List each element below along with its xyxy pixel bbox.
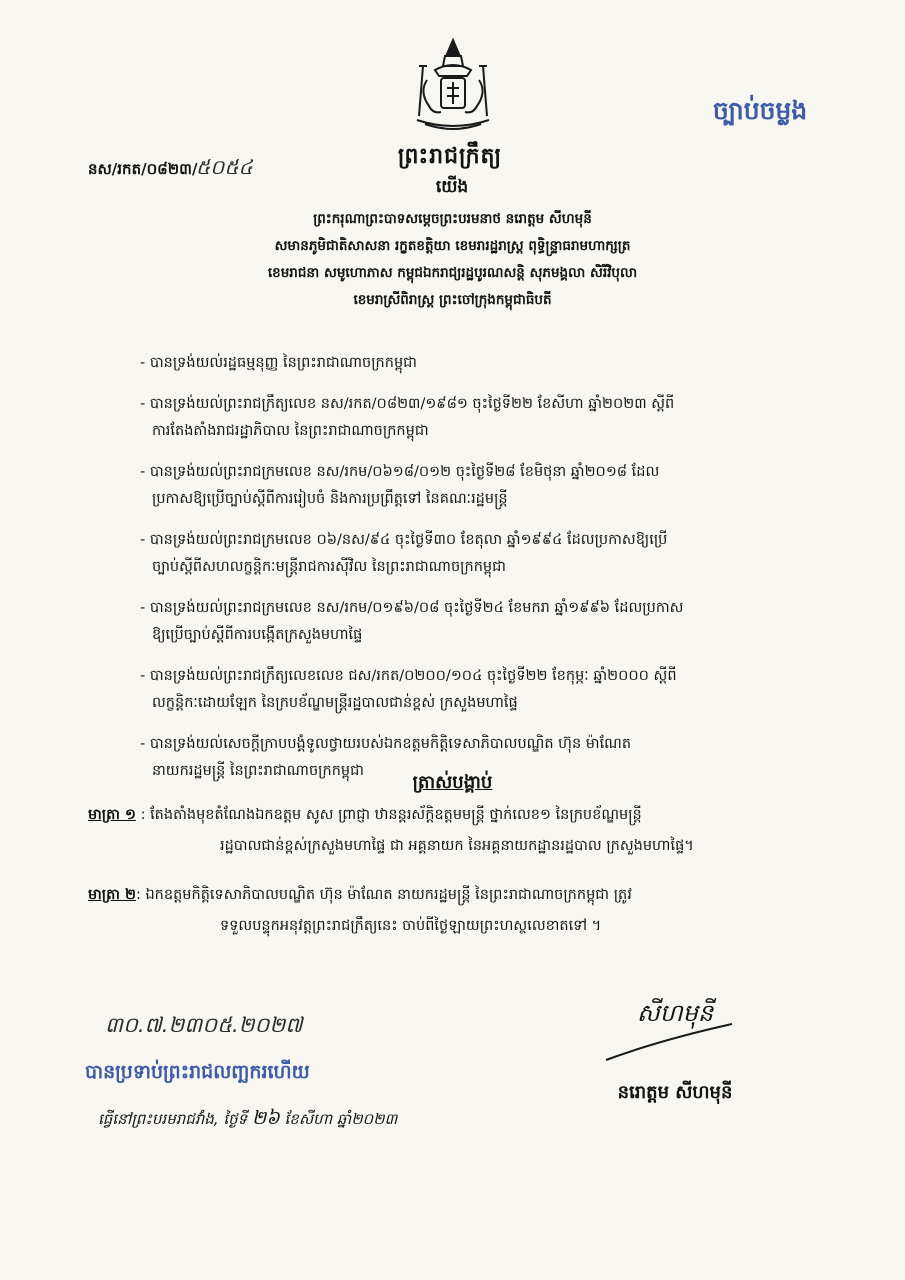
article-label: មាត្រា ២ bbox=[88, 887, 136, 903]
preamble-item: - បានទ្រង់យល់ព្រះរាជក្រឹត្យលេខ នស/រកត/០៨២៣/១៩៨១ ចុះថ្ងៃទី២២ ខែសីហា ឆ្នាំ២០២៣ ស្ដីពី ការតែងតាំងរាជរដ្ឋាភិបាល នៃព្រះរាជាណាចក្រកម្ពុជា bbox=[140, 396, 675, 439]
document-title: ព្រះរាជក្រឹត្យ bbox=[397, 144, 503, 169]
handwritten-date: ៣០.៧.២៣០៥.២០២៧ bbox=[105, 1013, 303, 1037]
preamble-list bbox=[140, 350, 840, 799]
reference-number: នស/រកត/០៨២៣/ bbox=[88, 160, 198, 178]
article-label: មាត្រា ១ bbox=[88, 807, 136, 823]
signer-name: នរោត្តម សីហមុនី bbox=[617, 1082, 733, 1103]
royal-title-line: ខេមរាស្រីពិរាស្ត្រ ព្រះចៅក្រុងកម្ពុជាធិបតី bbox=[353, 292, 552, 308]
article-text: ទទួលបន្ទុកអនុវត្តព្រះរាជក្រឹត្យនេះ ចាប់ពីថ្ងៃឡាយព្រះហស្ថលេខាតទៅ ។ bbox=[220, 918, 602, 934]
article-2 bbox=[88, 880, 848, 942]
royal-title-line: ខេមរាជនា សមូហោភាស កម្ពុជឯករាជ្យរដ្ឋបូរណសន្តិ សុភមង្គលា សិរីវិបុលា bbox=[267, 265, 638, 281]
article-text: : ឯកឧត្តមកិត្តិទេសាភិបាលបណ្ឌិត ហ៊ុន ម៉ាណែត នាយករដ្ឋមន្ត្រី នៃព្រះរាជាណាចក្រកម្ពុជា ត្រូវ bbox=[135, 887, 632, 903]
made-at-line: ធ្វើនៅព្រះបរមរាជវាំង, ថ្ងៃទី ២៦ ខែសីហា ឆ្នាំ២០២៣ bbox=[98, 1107, 398, 1129]
copy-stamp: ច្បាប់ចម្លង bbox=[712, 96, 808, 125]
reference-handwritten: ៥០៥៤ bbox=[196, 155, 253, 179]
article-1 bbox=[88, 800, 848, 862]
royal-titles bbox=[120, 206, 785, 314]
preamble-item: - បានទ្រង់យល់រដ្ឋធម្មនុញ្ញ នៃព្រះរាជាណាចក្រកម្ពុជា bbox=[140, 355, 417, 371]
preamble-item: - បានទ្រង់យល់ព្រះរាជក្រឹត្យលេខលេខ ជស/រកត/០២០០/១០៤ ចុះថ្ងៃទី២២ ខែកុម្ភៈ ឆ្នាំ២០០០ ស្ដីពី លក្ខន្តិកៈដោយឡែក នៃក្របខ័ណ្ឌមន្ត្រីរដ្ឋបាលជាន់ខ្ពស់ ក្រសួងមហាផ្ទៃ bbox=[140, 668, 677, 711]
preamble-item: - បានទ្រង់យល់ព្រះរាជក្រមលេខ ០៦/នស/៩៤ ចុះថ្ងៃទី៣០ ខែតុលា ឆ្នាំ១៩៩៤ ដែលប្រកាសឱ្យប្រើ ច្បាប់ស្ដីពីសហលក្ខន្តិកៈមន្ត្រីរាជការស៊ីវិល នៃព្រះរាជាណាចក្រកម្ពុជា bbox=[140, 532, 668, 575]
royal-emblem-icon bbox=[405, 36, 501, 134]
made-day: ២៦ bbox=[251, 1107, 280, 1129]
royal-signature: សីហមុនី bbox=[600, 998, 750, 1066]
seal-stamp: បានប្រទាប់ព្រះរាជលញ្ឆករហើយ bbox=[85, 1061, 310, 1083]
preamble-item: - បានទ្រង់យល់ព្រះរាជក្រមលេខ នស/រកម/០៦១៨/០១២ ចុះថ្ងៃទី២៨ ខែមិថុនា ឆ្នាំ២០១៨ ដែល ប្រកាសឱ្យប្រើច្បាប់ស្ដីពីការរៀបចំ និងការប្រព្រឹត្តទៅ នៃគណៈរដ្ឋមន្ត្រី bbox=[140, 464, 660, 507]
article-text: : តែងតាំងមុខតំណែងឯកឧត្តម សូស ព្រាជ្ញា ឋានន្តរស័ក្តិឧត្តមមន្ត្រី ថ្នាក់លេខ១ នៃក្របខ័ណ្ឌមន្ត្រី bbox=[135, 807, 642, 823]
royal-title-line: ព្រះករុណាព្រះបាទសម្ដេចព្រះបរមនាថ នរោត្តម សីហមុនី bbox=[313, 211, 592, 227]
decree-heading: ត្រាស់បង្គាប់ bbox=[412, 772, 493, 793]
preamble-item: - បានទ្រង់យល់សេចក្ដីក្រាបបង្គំទូលថ្វាយរបស់ឯកឧត្តមកិត្តិទេសាភិបាលបណ្ឌិត ហ៊ុន ម៉ាណែត នាយករដ្ឋមន្ត្រី នៃព្រះរាជាណាចក្រកម្ពុជា bbox=[140, 736, 632, 779]
yeung-heading: យើង bbox=[435, 177, 469, 197]
preamble-item: - បានទ្រង់យល់ព្រះរាជក្រមលេខ នស/រកម/០១៩៦/០៨ ចុះថ្ងៃទី២៤ ខែមករា ឆ្នាំ១៩៩៦ ដែលប្រកាស ឱ្យប្រើច្បាប់ស្ដីពីការបង្កើតក្រសួងមហាផ្ទៃ bbox=[140, 600, 684, 643]
signature-stroke-icon bbox=[600, 998, 750, 1066]
article-text: រដ្ឋបាលជាន់ខ្ពស់ក្រសួងមហាផ្ទៃ ជា អគ្គនាយក នៃអគ្គនាយកដ្ឋានរដ្ឋបាល ក្រសួងមហាផ្ទៃ។ bbox=[220, 838, 694, 854]
royal-title-line: សមានភូមិជាតិសាសនា រក្ខតខត្តិយា ខេមរារដ្ឋរាស្ត្រ ពុទ្ធិន្ទ្រាធរាមហាក្សត្រ bbox=[274, 238, 631, 254]
